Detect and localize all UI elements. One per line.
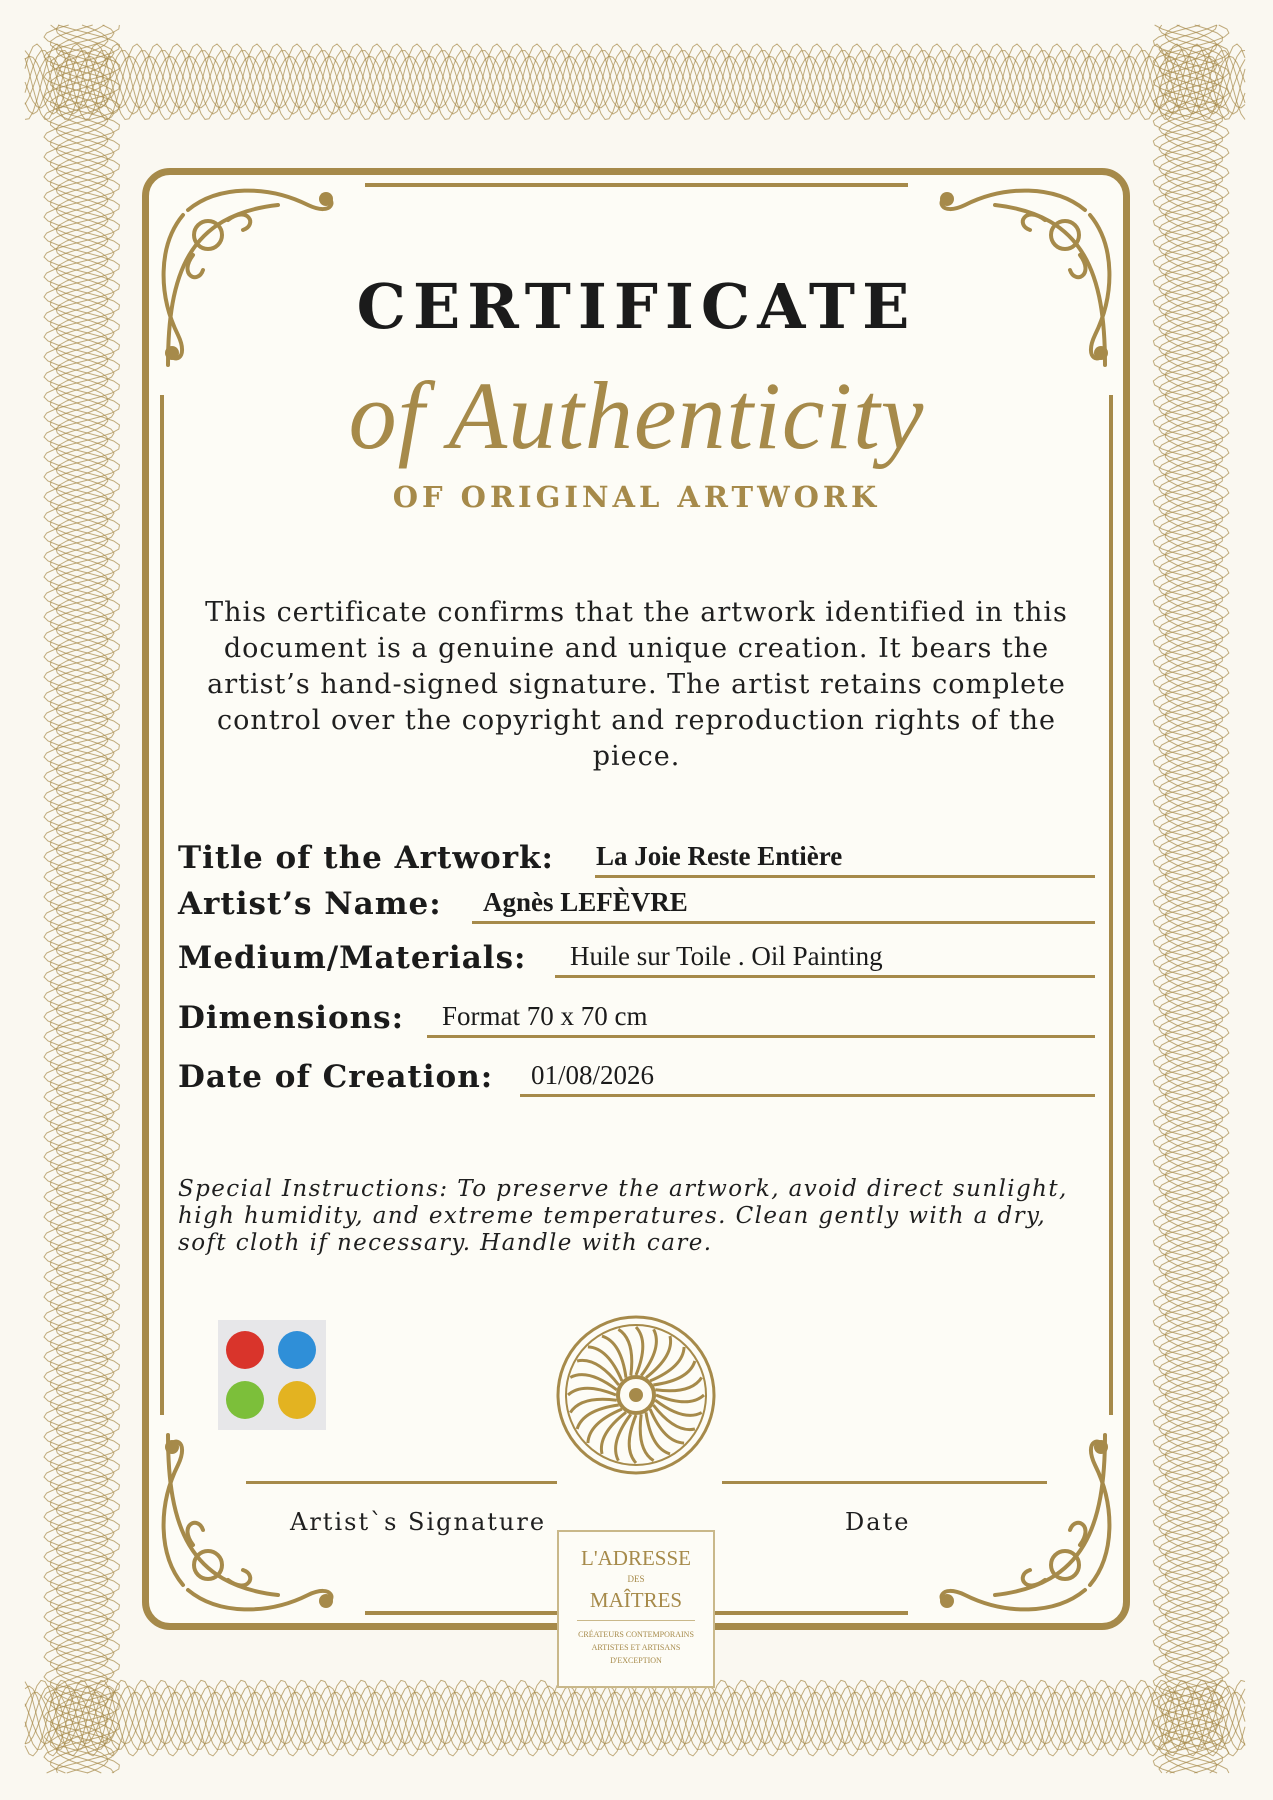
right-rule — [1109, 395, 1113, 1415]
field-medium — [178, 928, 1095, 978]
field-underline — [472, 921, 1095, 924]
intro-paragraph: This certificate confirms that the artwork identified in this document is a genuine and unique creation. It bears the artist’s hand-signed signature. The artist retains complete control over the copyright and reproduction rights of the piece. — [205, 597, 1068, 772]
script-title: of Authenticity — [348, 362, 925, 469]
logo-tagline: CRÉATEURS CONTEMPORAINS ARTISTES ET ARTISANS D'EXCEPTION — [578, 1630, 694, 1665]
field-value: Format 70 x 70 cm — [442, 1001, 648, 1031]
field-value: Agnès LEFÈVRE — [483, 887, 688, 917]
logo-divider — [577, 1620, 695, 1621]
field-dimensions — [178, 988, 1095, 1038]
field-date-of-creation — [178, 1047, 1095, 1097]
field-label: Dimensions: — [178, 1000, 405, 1036]
field-label: Date of Creation: — [178, 1059, 494, 1095]
seal-emblem — [554, 1313, 718, 1477]
field-artist-name — [178, 874, 1095, 924]
field-value: Huile sur Toile . Oil Painting — [570, 941, 883, 971]
field-label: Artist’s Name: — [178, 886, 442, 922]
field-underline — [555, 975, 1095, 978]
date-line — [722, 1481, 1047, 1484]
maker-logo — [557, 1530, 715, 1688]
field-label: Title of the Artwork: — [178, 840, 554, 876]
date-label: Date — [845, 1508, 911, 1536]
artwork-thumbnail — [218, 1320, 326, 1430]
signature-label: Artist`s Signature — [290, 1508, 547, 1536]
left-rule — [160, 395, 164, 1415]
top-rule — [365, 183, 908, 187]
field-underline — [427, 1035, 1095, 1038]
certificate-subtitle: OF ORIGINAL ARTWORK — [392, 480, 881, 514]
logo-line-1: L'ADRESSE — [581, 1546, 691, 1570]
logo-line-2: DES — [627, 1574, 645, 1584]
field-value: 01/08/2026 — [531, 1060, 655, 1090]
corner-flourish-bottom-right — [925, 1425, 1115, 1615]
certificate-title: CERTIFICATE — [356, 270, 917, 343]
field-value: La Joie Reste Entière — [596, 841, 843, 871]
field-title-of-artwork — [178, 828, 1095, 878]
field-underline — [520, 1094, 1095, 1097]
logo-line-3: MAÎTRES — [589, 1588, 683, 1612]
special-instructions: Special Instructions: To preserve the artwork, avoid direct sunlight, high humidity, and extreme temperatures. Clean gently with a dry, soft cloth if necessary. Handle with care. — [178, 1176, 1068, 1256]
signature-line — [246, 1481, 557, 1484]
field-label: Medium/Materials: — [178, 940, 527, 976]
